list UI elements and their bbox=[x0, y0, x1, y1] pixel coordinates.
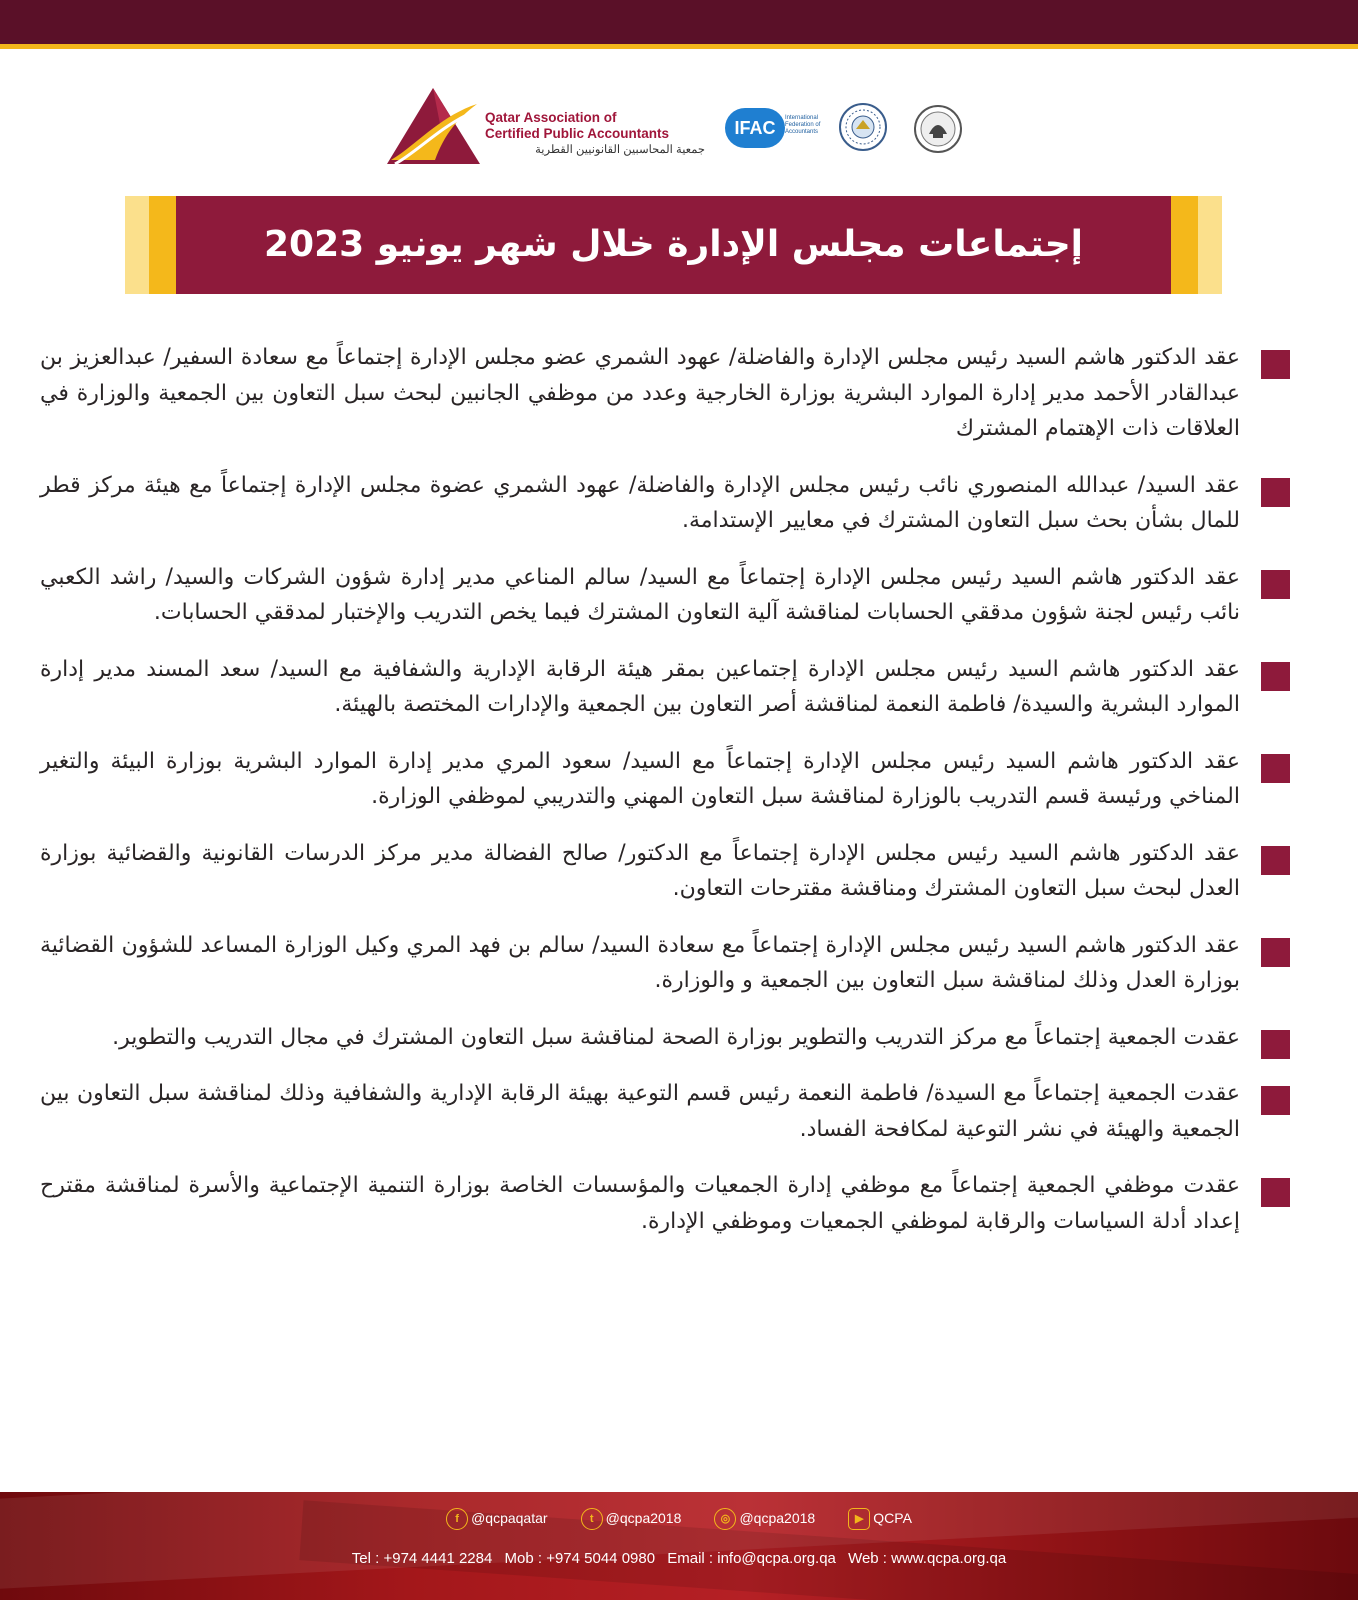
bullet-square-icon bbox=[1261, 570, 1290, 599]
header-logos bbox=[385, 86, 985, 170]
youtube-icon: ▶ bbox=[848, 1508, 870, 1530]
list-item bbox=[40, 1020, 1290, 1056]
bullet-square-icon bbox=[1261, 846, 1290, 875]
bullet-square-icon bbox=[1261, 350, 1290, 379]
top-gold-line bbox=[0, 44, 1358, 49]
list-item bbox=[40, 836, 1290, 907]
banner-stripe bbox=[1171, 196, 1198, 294]
facebook-handle: @qcpaqatar bbox=[471, 1510, 548, 1526]
contact-web[interactable]: Web : www.qcpa.org.qa bbox=[848, 1550, 1007, 1567]
seal-emblem-icon bbox=[838, 102, 888, 152]
org-name-en-line2: Certified Public Accountants bbox=[485, 126, 670, 141]
instagram-link[interactable] bbox=[714, 1506, 815, 1530]
banner-stripe bbox=[149, 196, 176, 294]
banner-stripe bbox=[1198, 196, 1222, 294]
title-banner bbox=[125, 196, 1222, 294]
org-name-ar: جمعية المحاسبين القانونيين القطرية bbox=[535, 144, 705, 156]
meeting-text: عقدت موظفي الجمعية إجتماعاً مع موظفي إدارة الجمعيات والمؤسسات الخاصة بوزارة التنمية الإجتماعية والأسرة لمناقشة مقترح إعداد أدلة السياسات والرقابة لموظفي الجمعيات وموظفي الإدارة. bbox=[40, 1173, 1240, 1234]
org-name-en-line1: Qatar Association of bbox=[485, 110, 617, 125]
instagram-handle: @qcpa2018 bbox=[739, 1510, 816, 1526]
list-item bbox=[40, 1168, 1290, 1239]
youtube-handle: QCPA bbox=[873, 1510, 912, 1526]
bullet-square-icon bbox=[1261, 1030, 1290, 1059]
list-item bbox=[40, 1076, 1290, 1147]
meeting-text: عقد الدكتور هاشم السيد رئيس مجلس الإدارة إجتماعاً مع السيد/ سعود المري مدير إدارة الموارد البشرية بوزارة البيئة والتغير المناخي ورئيسة قسم التدريب بالوزارة لمناقشة سبل التعاون المهني والتدريبي لموظفي الوزارة. bbox=[40, 748, 1240, 809]
facebook-link[interactable] bbox=[446, 1506, 547, 1530]
ifac-logo bbox=[725, 108, 835, 148]
twitter-icon: t bbox=[581, 1508, 603, 1530]
instagram-icon: ◎ bbox=[714, 1508, 736, 1530]
top-band bbox=[0, 0, 1358, 44]
qcpa-logo-icon bbox=[385, 86, 485, 170]
contact-tel: Tel : +974 4441 2284 bbox=[351, 1550, 493, 1567]
bullet-square-icon bbox=[1261, 938, 1290, 967]
meeting-text: عقدت الجمعية إجتماعاً مع السيدة/ فاطمة النعمة رئيس قسم التوعية بهيئة الرقابة الإدارية والشفافية وذلك لمناقشة سبل التعاون بين الجمعية والهيئة في نشر التوعية لمكافحة الفساد. bbox=[40, 1081, 1240, 1142]
meeting-text: عقد الدكتور هاشم السيد رئيس مجلس الإدارة إجتماعين بمقر هيئة الرقابة الإدارية والشفافية مع السيد/ سعد المسند مدير إدارة الموارد البشرية والسيدة/ فاطمة النعمة لمناقشة أصر التعاون بين الجمعية والإدارات المختصة بالهيئة. bbox=[40, 656, 1240, 717]
bullet-square-icon bbox=[1261, 662, 1290, 691]
bullet-square-icon bbox=[1261, 1178, 1290, 1207]
meeting-text: عقد السيد/ عبدالله المنصوري نائب رئيس مجلس الإدارة والفاضلة/ عهود الشمري عضوة مجلس الإدارة إجتماعاً مع هيئة مركز قطر للمال بشأن بحث سبل التعاون المشترك في معايير الإستدامة. bbox=[40, 472, 1240, 533]
ifac-subtitle: International Federation of Accountants bbox=[785, 115, 821, 135]
list-item bbox=[40, 928, 1290, 999]
meeting-text: عقد الدكتور هاشم السيد رئيس مجلس الإدارة إجتماعاً مع السيد/ سالم المناعي مدير إدارة شؤون الشركات والسيد/ راشد الكعبي نائب رئيس لجنة شؤون مدققي الحسابات لمناقشة آلية التعاون المشترك فيما يخص التدريب والإختبار لمدققي الحسابات. bbox=[40, 564, 1240, 625]
list-item bbox=[40, 744, 1290, 815]
contact-info bbox=[0, 1550, 1358, 1567]
twitter-handle: @qcpa2018 bbox=[605, 1510, 682, 1526]
bullet-square-icon bbox=[1261, 478, 1290, 507]
crest-emblem-icon bbox=[913, 104, 963, 154]
footer bbox=[0, 1492, 1358, 1600]
list-item bbox=[40, 340, 1290, 447]
contact-mob: Mob : +974 5044 0980 bbox=[504, 1550, 656, 1567]
list-item bbox=[40, 468, 1290, 539]
facebook-icon: f bbox=[446, 1508, 468, 1530]
meeting-text: عقد الدكتور هاشم السيد رئيس مجلس الإدارة إجتماعاً مع الدكتور/ صالح الفضالة مدير مركز الدرسات القانونية والقضائية بوزارة العدل لبحث سبل التعاون المشترك ومناقشة مقترحات التعاون. bbox=[40, 840, 1240, 901]
ifac-badge: IFAC bbox=[725, 108, 785, 148]
page-title: إجتماعات مجلس الإدارة خلال شهر يونيو 2023 bbox=[263, 224, 1084, 265]
bullet-square-icon bbox=[1261, 1086, 1290, 1115]
meeting-text: عقد الدكتور هاشم السيد رئيس مجلس الإدارة والفاضلة/ عهود الشمري عضو مجلس الإدارة إجتماعاً مع سعادة السفير/ عبدالعزيز بن عبدالقادر الأحمد مدير إدارة الموارد البشرية بوزارة الخارجية وعدد من موظفي الجانبين لبحث سبل التعاون بين الجمعية والوزارة في العلاقات ذات الإهتمام المشترك bbox=[40, 345, 1240, 441]
org-name bbox=[485, 110, 705, 158]
youtube-link[interactable] bbox=[848, 1506, 912, 1530]
list-item bbox=[40, 652, 1290, 723]
contact-email[interactable]: Email : info@qcpa.org.qa bbox=[667, 1550, 836, 1567]
bullet-square-icon bbox=[1261, 754, 1290, 783]
meetings-list bbox=[40, 340, 1290, 1260]
list-item bbox=[40, 560, 1290, 631]
meeting-text: عقد الدكتور هاشم السيد رئيس مجلس الإدارة إجتماعاً مع سعادة السيد/ سالم بن فهد المري وكيل الوزارة المساعد للشؤون القضائية بوزارة العدل وذلك لمناقشة سبل التعاون بين الجمعية و والوزارة. bbox=[40, 932, 1240, 993]
twitter-link[interactable] bbox=[581, 1506, 682, 1530]
social-links bbox=[0, 1506, 1358, 1532]
meeting-text: عقدت الجمعية إجتماعاً مع مركز التدريب والتطوير بوزارة الصحة لمناقشة سبل التعاون المشترك في مجال التدريب والتطوير. bbox=[112, 1024, 1240, 1050]
banner-stripe bbox=[125, 196, 149, 294]
